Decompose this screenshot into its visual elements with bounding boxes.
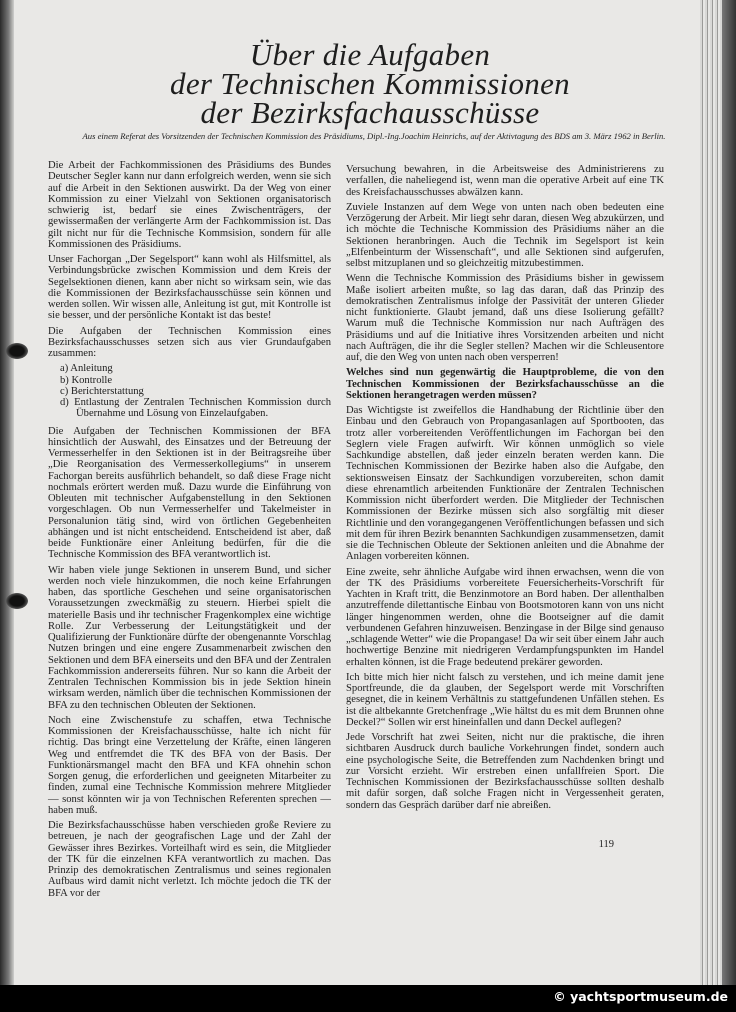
section-heading: Welches sind nun gegenwärtig die Hauptprobleme, die von den Technischen Kommissionen der Bezirksfachausschüsse an die Sektionen herangetragen werden müssen? <box>346 367 664 401</box>
paragraph: Jede Vorschrift hat zwei Seiten, nicht nur die praktische, die ihren sichtbaren Ausdruck durch bauliche Vorkehrungen findet, sondern auch eine psychologische Seite, die Betreffenden zum Nachdenken bringt und zur Vorsicht erzieht. Wir erstreben einen unfallfreien Sport. Die Technischen Kommissionen der Bezirksfachausschüsse sollten deshalb mit dafür sorgen, daß solche Fragen nicht in Vergessenheit geraten, sondern das Gespräch darüber darf nie abreißen. <box>346 732 664 811</box>
binding-hole <box>6 593 28 609</box>
right-column <box>346 164 664 850</box>
paragraph: Die Aufgaben der Technischen Kommission eines Bezirksfachausschusses setzen sich aus vier Grundaufgaben zusammen: <box>48 325 331 359</box>
paragraph: Wenn die Technische Kommission des Präsidiums bisher in gewissem Maße isoliert arbeiten mußte, so lag das daran, daß das Prinzip des demokratischen Zentralismus infolge der Passivität der unteren Glieder nicht funktionierte. Glaubt jemand, daß uns diese Isolierung gefällt? Warum muß die Technische Kommission nur nach Aufträgen des Präsidiums und auf die Initiative ihres Vorsitzenden arbeiten und nicht nach Aufträgen, die ihr die Segler stellen? Machen wir die Schleusentore auf, die den Weg von unten nach oben versperren! <box>346 273 664 363</box>
title-line: Über die Aufgaben <box>249 37 491 72</box>
paragraph: Wir haben viele junge Sektionen in unserem Bund, und sicher werden noch viele hinzukommen, die noch keine Erfahrungen haben, das sportliche Geschehen und seine organisatorischen Voraussetzungen zweckmäßig zu steuern. Hierbei spielt die materielle Basis und ihr technischer Fragenkomplex eine wichtige Rolle. Zur Verbesserung der Leitungstätigkeit und der Qualifizierung der Funktionäre dürfte der obengenannte Vorschlag Nutzen bringen und eine engere Zusammenarbeit zwischen den Sektionen und dem BFA einerseits und den BFA und der Zentralen Fachkommission andererseits führen. Nur so kann die Arbeit der Zentralen Technischen Kommission bis in jede Sektion hinein wirksam werden, nämlich über die technischen Kommissionen der BFA zu den technischen Obleuten der Sektionen. <box>48 564 331 711</box>
paragraph: Unser Fachorgan „Der Segelsport“ kann wohl als Hilfsmittel, als Verbindungsbrücke zwischen Kommission und dem Kreis der Segelsektionen dienen, kann aber nicht so wirksam sein, wie das die Kommissionen der Bezirksfachausschüsse sein können und werden sollen. Wir wissen alle, Anleitung ist gut, mit Kontrolle ist sie besser, und der persönliche Kontakt ist das beste! <box>48 254 331 322</box>
list-item: c) Berichterstattung <box>60 385 144 397</box>
paragraph: Die Bezirksfachausschüsse haben verschieden große Reviere zu betreuen, je nach der geografischen Lage und der Zahl der Gewässer ihres Bezirkes. Vorteilhaft wird es sein, die Mitglieder der TK für die einzelnen KFA verantwortlich zu machen. Das Prinzip des demokratischen Zentralismus und seines regionalen Aufbaus wird damit nicht verletzt. Ich möchte jedoch die TK der BFA vor der <box>48 820 331 899</box>
list-item: b) Kontrolle <box>60 374 113 386</box>
task-list <box>48 363 331 419</box>
binding-hole <box>6 343 28 359</box>
paragraph: Das Wichtigste ist zweifellos die Handhabung der Richtlinie über den Einbau und den Gebrauch von Propangasanlagen auf Sportbooten, das trotz aller vorbereitenden Veröffentlichungen im Fachorgan bei den Seglern viele Fragen aufwirft. Wir können unmöglich so viele Sachkundige abstellen, daß jeder einzeln beraten werden kann. Die Technischen Kommissionen der Bezirke haben also die Aufgabe, den sektionsweisen Einsatz der Sachkundigen vorzubereiten, schon damit diese ehrenamtlich arbeitenden Funktionäre der Zentralen Technischen Kommission nicht überfordert werden. Die Mitglieder der Technischen Kommissionen der Bezirke müssen sich also sorgfältig mit dieser Richtlinie und den vorangegangenen Veröffentlichungen befassen und sich mit dem für ihren Bezirk benannten Sachkundigen zusammensetzen, damit sie die Technischen Obleute der Sektionen anleiten und die Abnahme der Anlagen vorbereiten können. <box>346 405 665 563</box>
title-line: der Technischen Kommissionen <box>170 66 570 101</box>
page-edges-shadow <box>722 0 736 985</box>
book-binding <box>0 0 14 1012</box>
paragraph: Zuviele Instanzen auf dem Wege von unten nach oben bedeuten eine Verzögerung der Arbeit. Mir liegt sehr daran, diesen Weg abzukürzen, und ich möchte die Technische Kommission des Präsidiums näher an die Sektionen heranbringen. Auch die Technik im Segelsport ist kein „Elfenbeinturm der Wissenschaft“, und alle Sektionen sind aufgerufen, selbst mitzuplanen und so gleichzeitig mitzubestimmen. <box>346 201 664 269</box>
list-item: d) Entlastung der Zentralen Technischen Kommission durch Übernahme und Lösung von Einzelaufgaben. <box>60 397 331 420</box>
paragraph: Noch eine Zwischenstufe zu schaffen, etwa Technische Kommissionen der Kreisfachausschüsse, halte ich nicht für richtig. Das bringt eine Verzettelung der Kräfte, einen längeren Weg und entfremdet die TK des BFA von der Basis. Der Funktionärsmangel macht den BFA und KFA ohnehin schon Sorgen genug, die erforderlichen und geeigneten Mitarbeiter zu finden, zumal eine Technische Kommission mehrere Mitglieder — sonst könnten wir ja von Technischen Referenten sprechen — haben muß. <box>48 714 331 816</box>
paragraph: Eine zweite, sehr ähnliche Aufgabe wird ihnen erwachsen, wenn die von der TK des Präsidiums vorbereitete Feuersicherheits-Vorschrift für Yachten in Kraft tritt, die Benzinmotore an Bord haben. Der allenthalben anzutreffende dilettantische Einbau von Bootsmotoren kann von uns nicht länger hingenommen werden, ohne die Bootseigner auf die damit verbundenen Gefahren hinzuweisen. Benzingase in der Bilge sind genauso „schlagende Wetter“ wie die Propangase! Da wir seit über einem Jahr auch hochwertige Benzine mit niedrigeren Verdampfungspunkten im Handel erhalten können, ist die Frage bedeutend prekärer geworden. <box>346 566 664 668</box>
paragraph: Die Arbeit der Fachkommissionen des Präsidiums des Bundes Deutscher Segler kann nur dann erfolgreich werden, wenn sie sich auf die Arbeit in den Sektionen auswirkt. Da der Weg von einer Kommission zu einer Vielzahl von Sektionen organisatorisch schwierig ist, bedarf sie eines Zwischenträgers, der gewissermaßen der verlängerte Arm der Fachkommission ist. Das gilt nicht nur für die Technische Kommsision, sondern für alle Kommissionen des Präsidiums. <box>48 160 331 250</box>
paragraph: Die Aufgaben der Technischen Kommissionen der BFA hinsichtlich der Auswahl, des Einsatzes und der Betreuung der Vermesserhelfer in den Sektionen ist in der Beitragsreihe über „Die Reorganisation des Vermesserkollegiums“ in unserem Fachorgan bereits ausführlich behandelt, so daß diese Frage nicht nochmals erörtert werden muß. Dazu wurde die Einführung von Obleuten mit technischer Aufgabenstellung in den Sektionen vorgeschlagen. Ob nun Vermesserhelfer und Takelmeister in Personalunion tätig sind, wird von örtlichen Gegebenheiten abhängen und ist nicht entscheidend. Entscheidend ist aber, daß beide Funktionäre einer Anleitung bedürfen, für die die Technische Kommission des BFA verantwortlich ist. <box>48 425 331 561</box>
paragraph: Versuchung bewahren, in die Arbeitsweise des Administrierens zu verfallen, die naheliegend ist, wenn man die operative Arbeit auf eine TK des Kreisfachausschusses abwälzen kann. <box>346 164 664 198</box>
article-title <box>40 37 700 130</box>
article-subtitle: Aus einem Referat des Vorsitzenden der Technischen Kommission des Präsidiums, Dipl.-Ing.Joachim Heinrichs, auf der Aktivtagung des BDS am 3. März 1962 in Berlin. <box>82 131 666 141</box>
copyright-watermark: © yachtsportmuseum.de <box>553 989 728 1004</box>
title-line: der Bezirksfachausschüsse <box>200 95 540 130</box>
paragraph: Ich bitte mich hier nicht falsch zu verstehen, und ich meine damit jene Sportfreunde, die da glauben, der Segelsport werde mit Vorschriften gesegnet, die in keinem Verhältnis zu stattgefundenen Unfällen stehen. Es ist die altbekannte Gretchenfrage „Wie hältst du es mit dem Brunnen ohne Deckel?“ Sollen wir erst hineinfallen und dann Deckel auflegen? <box>346 671 664 728</box>
list-item: a) Anleitung <box>60 363 113 375</box>
left-column <box>48 160 331 903</box>
page-number: 119 <box>598 838 614 850</box>
